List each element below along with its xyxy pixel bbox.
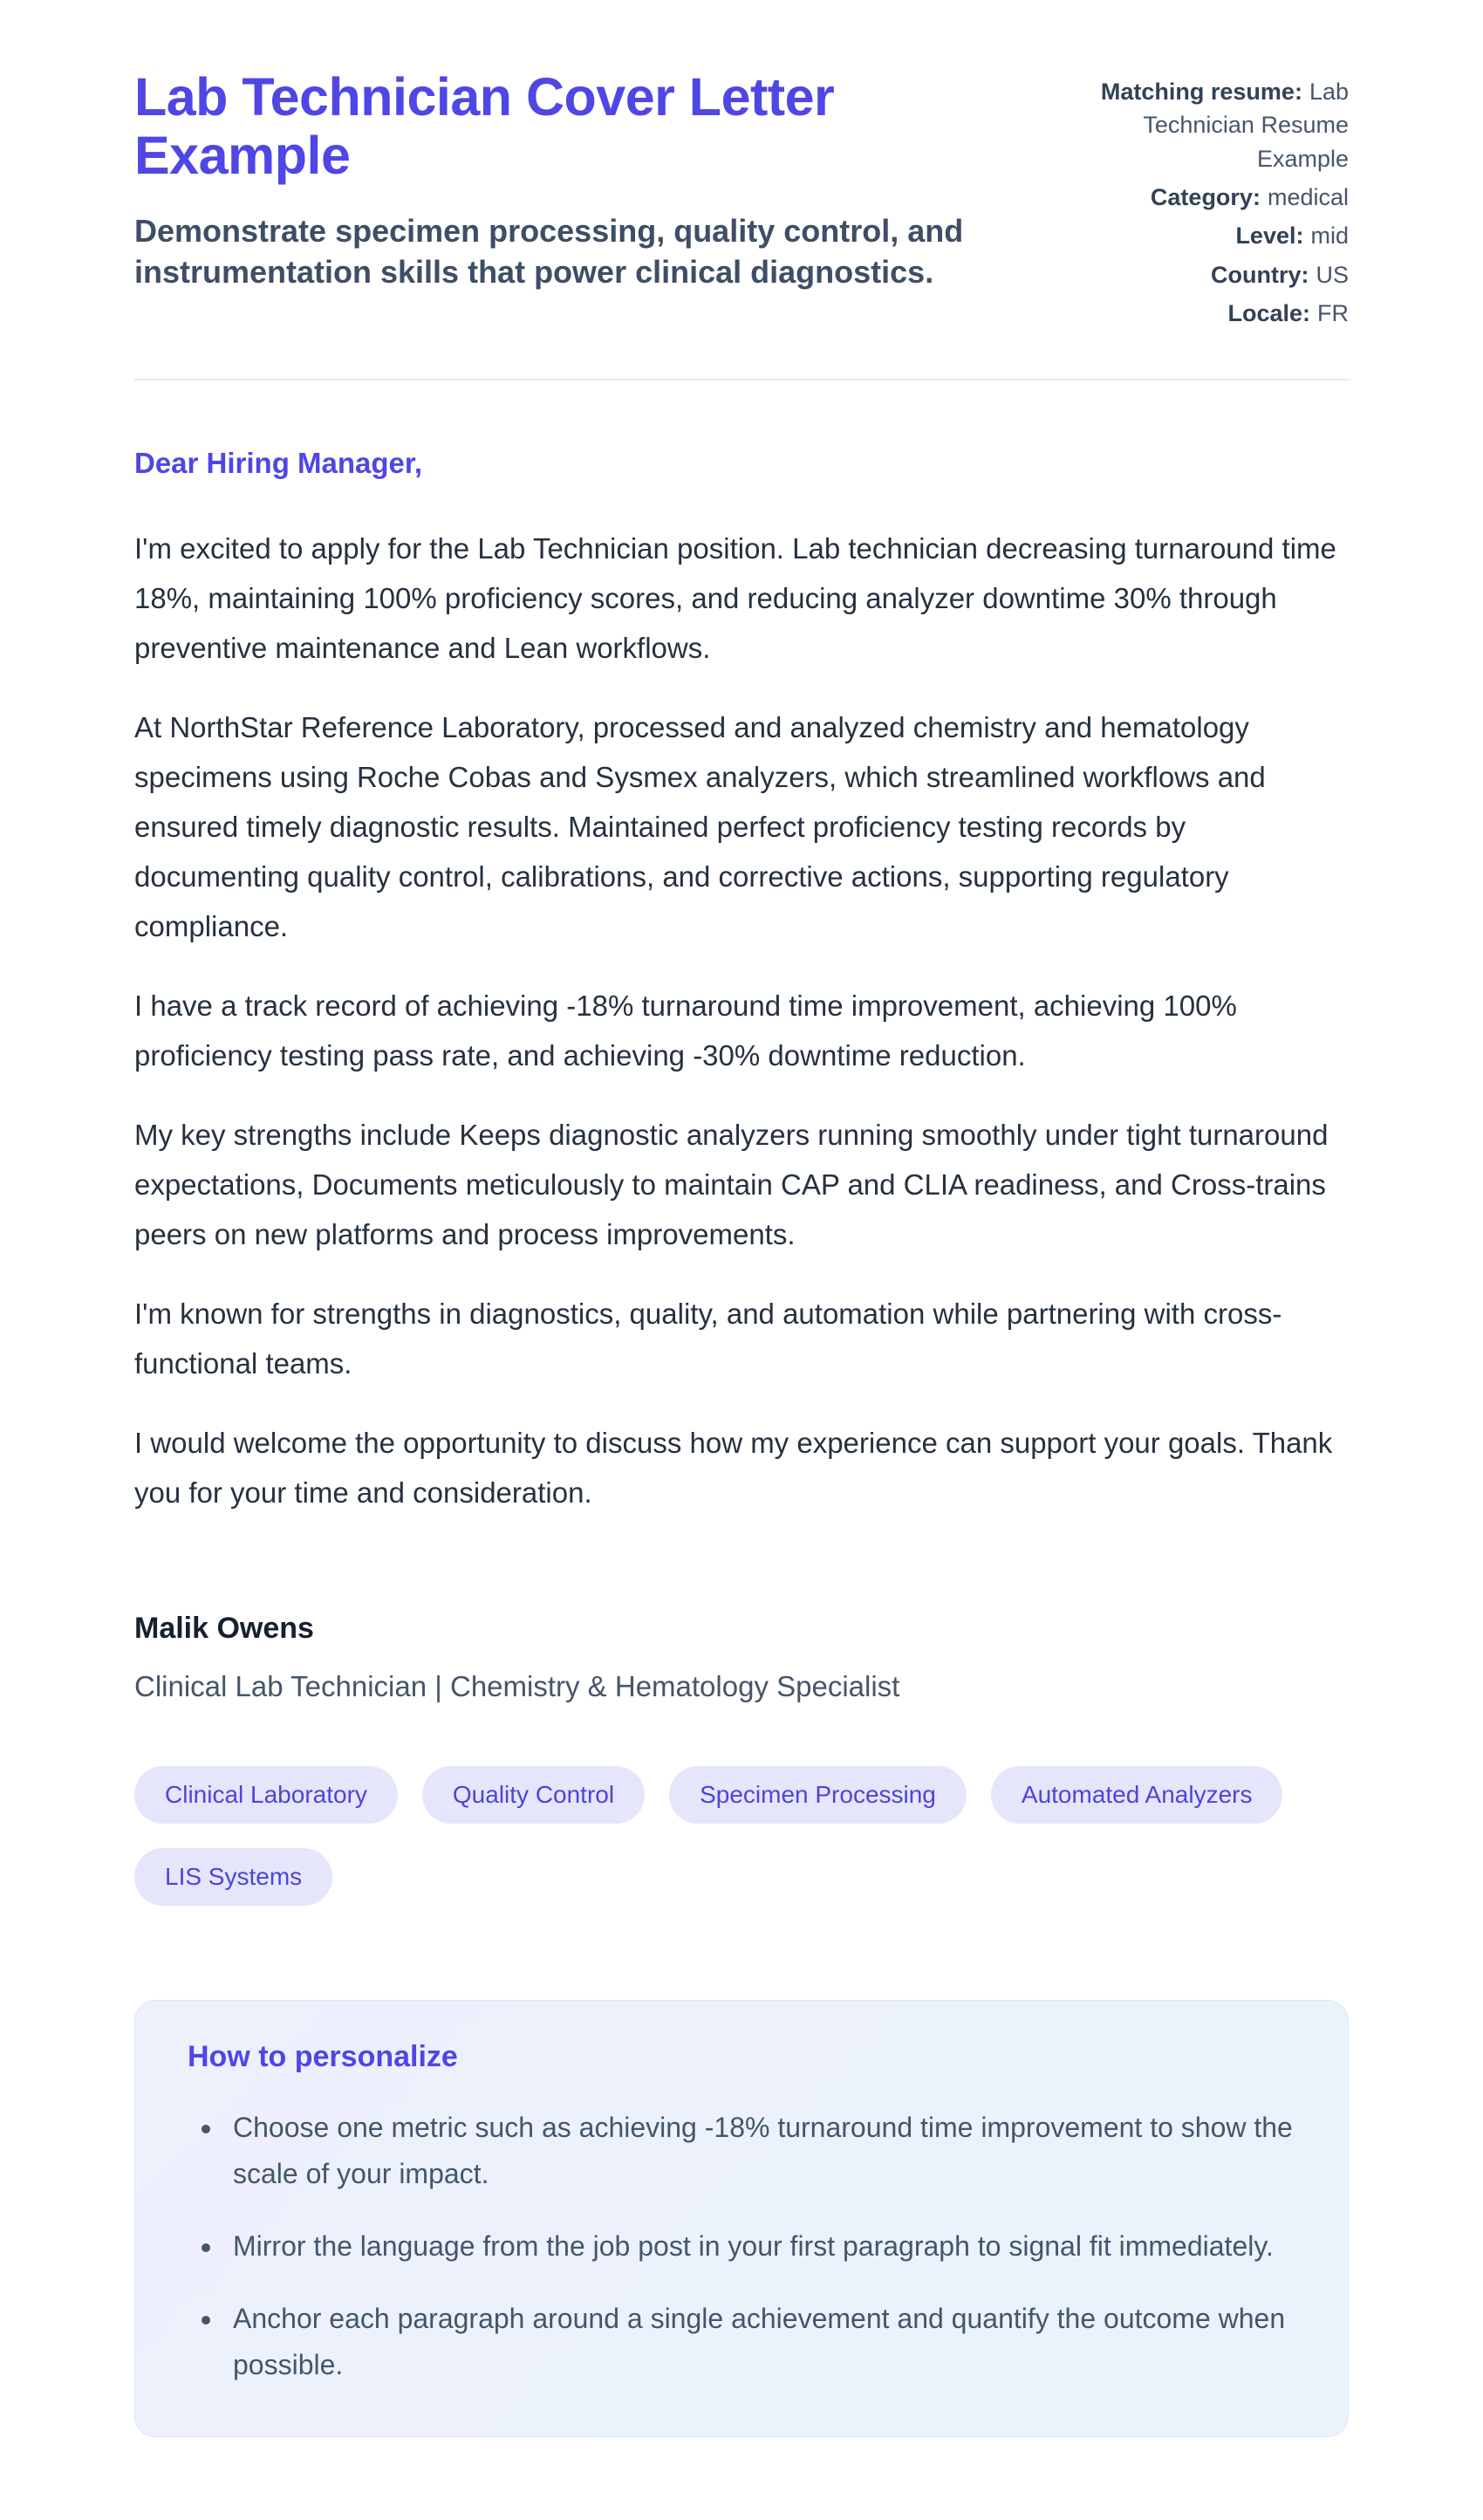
tag-pill-quality-control[interactable]: Quality Control (422, 1766, 645, 1824)
header-left (134, 68, 1026, 293)
meta-label: Level: (1235, 223, 1304, 250)
paragraph: At NorthStar Reference Laboratory, processed and analyzed chemistry and hematology specimens using Roche Cobas and Sysmex analyzers, which streamlined workflows and ensured timely diagnostic results. Maintained perfect proficiency testing records by documenting quality control, calibrations, and corrective actions, supporting regulatory compliance. (134, 711, 1266, 943)
greeting: Dear Hiring Manager, (134, 447, 423, 480)
paragraph: My key strengths include Keeps diagnostic analyzers running smoothly under tight turnaround expectations, Documents meticulously to maintain CAP and CLIA readiness, and Cross-trains peers on new platforms and process improvements. (134, 1119, 1329, 1251)
meta-item-country (1061, 258, 1349, 291)
meta-label: Country: (1211, 261, 1309, 288)
meta-label: Category: (1150, 183, 1261, 210)
meta-panel (1061, 68, 1349, 335)
meta-label: Matching resume: (1100, 79, 1302, 105)
tag-pill-lis-systems[interactable]: LIS Systems (134, 1848, 332, 1906)
tag-list (134, 1766, 1349, 1906)
tag-pill-clinical-laboratory[interactable]: Clinical Laboratory (134, 1766, 398, 1824)
personalize-box (134, 2000, 1349, 2437)
personalize-list (188, 2105, 1295, 2388)
header-divider (134, 379, 1349, 380)
meta-item-locale (1061, 297, 1349, 330)
cover-letter (134, 447, 1349, 1703)
tag-pill-specimen-processing[interactable]: Specimen Processing (669, 1766, 967, 1824)
paragraph: I'm known for strengths in diagnostics, quality, and automation while partnering with cross-functional teams. (134, 1298, 1282, 1380)
signature-title: Clinical Lab Technician | Chemistry & Hematology Specialist (134, 1670, 900, 1703)
header (134, 68, 1349, 335)
personalize-bullet: • Choose one metric such as achieving -18% turnaround time improvement to show the scale of your impact. (224, 2105, 1295, 2197)
paragraph: I have a track record of achieving -18% turnaround time improvement, achieving 100% proficiency testing pass rate, and achieving -30% downtime reduction. (134, 990, 1237, 1072)
page-title: Lab Technician Cover Letter Example (134, 67, 835, 186)
meta-label: Locale: (1227, 299, 1310, 326)
meta-value: Lab Technician Resume Example (1143, 79, 1349, 172)
personalize-bullet: • Anchor each paragraph around a single achievement and quantify the outcome when possible. (224, 2296, 1295, 2388)
signature-block (134, 1612, 1349, 1703)
paragraph: I'm excited to apply for the Lab Technician position. Lab technician decreasing turnaround time 18%, maintaining 100% proficiency scores, and reducing analyzer downtime 30% through preventive maintenance and Lean workflows. (134, 532, 1336, 665)
meta-item-level (1061, 219, 1349, 252)
content-container (134, 68, 1349, 2437)
personalize-title: How to personalize (188, 2040, 458, 2074)
signature-name: Malik Owens (134, 1612, 314, 1646)
meta-value: medical (1267, 183, 1349, 210)
paragraph: I would welcome the opportunity to discuss how my experience can support your goals. Thank you for your time and consideration. (134, 1427, 1333, 1510)
page-subtitle: Demonstrate specimen processing, quality control, and instrumentation skills that power clinical diagnostics. (134, 213, 964, 290)
meta-value: FR (1317, 299, 1349, 326)
meta-item-category (1061, 181, 1349, 214)
meta-value: US (1316, 261, 1349, 288)
meta-value: mid (1310, 223, 1349, 250)
personalize-bullet: • Mirror the language from the job post in your first paragraph to signal fit immediately. (224, 2223, 1295, 2270)
meta-item-matching-resume (1061, 75, 1349, 175)
tag-pill-automated-analyzers[interactable]: Automated Analyzers (991, 1766, 1283, 1824)
